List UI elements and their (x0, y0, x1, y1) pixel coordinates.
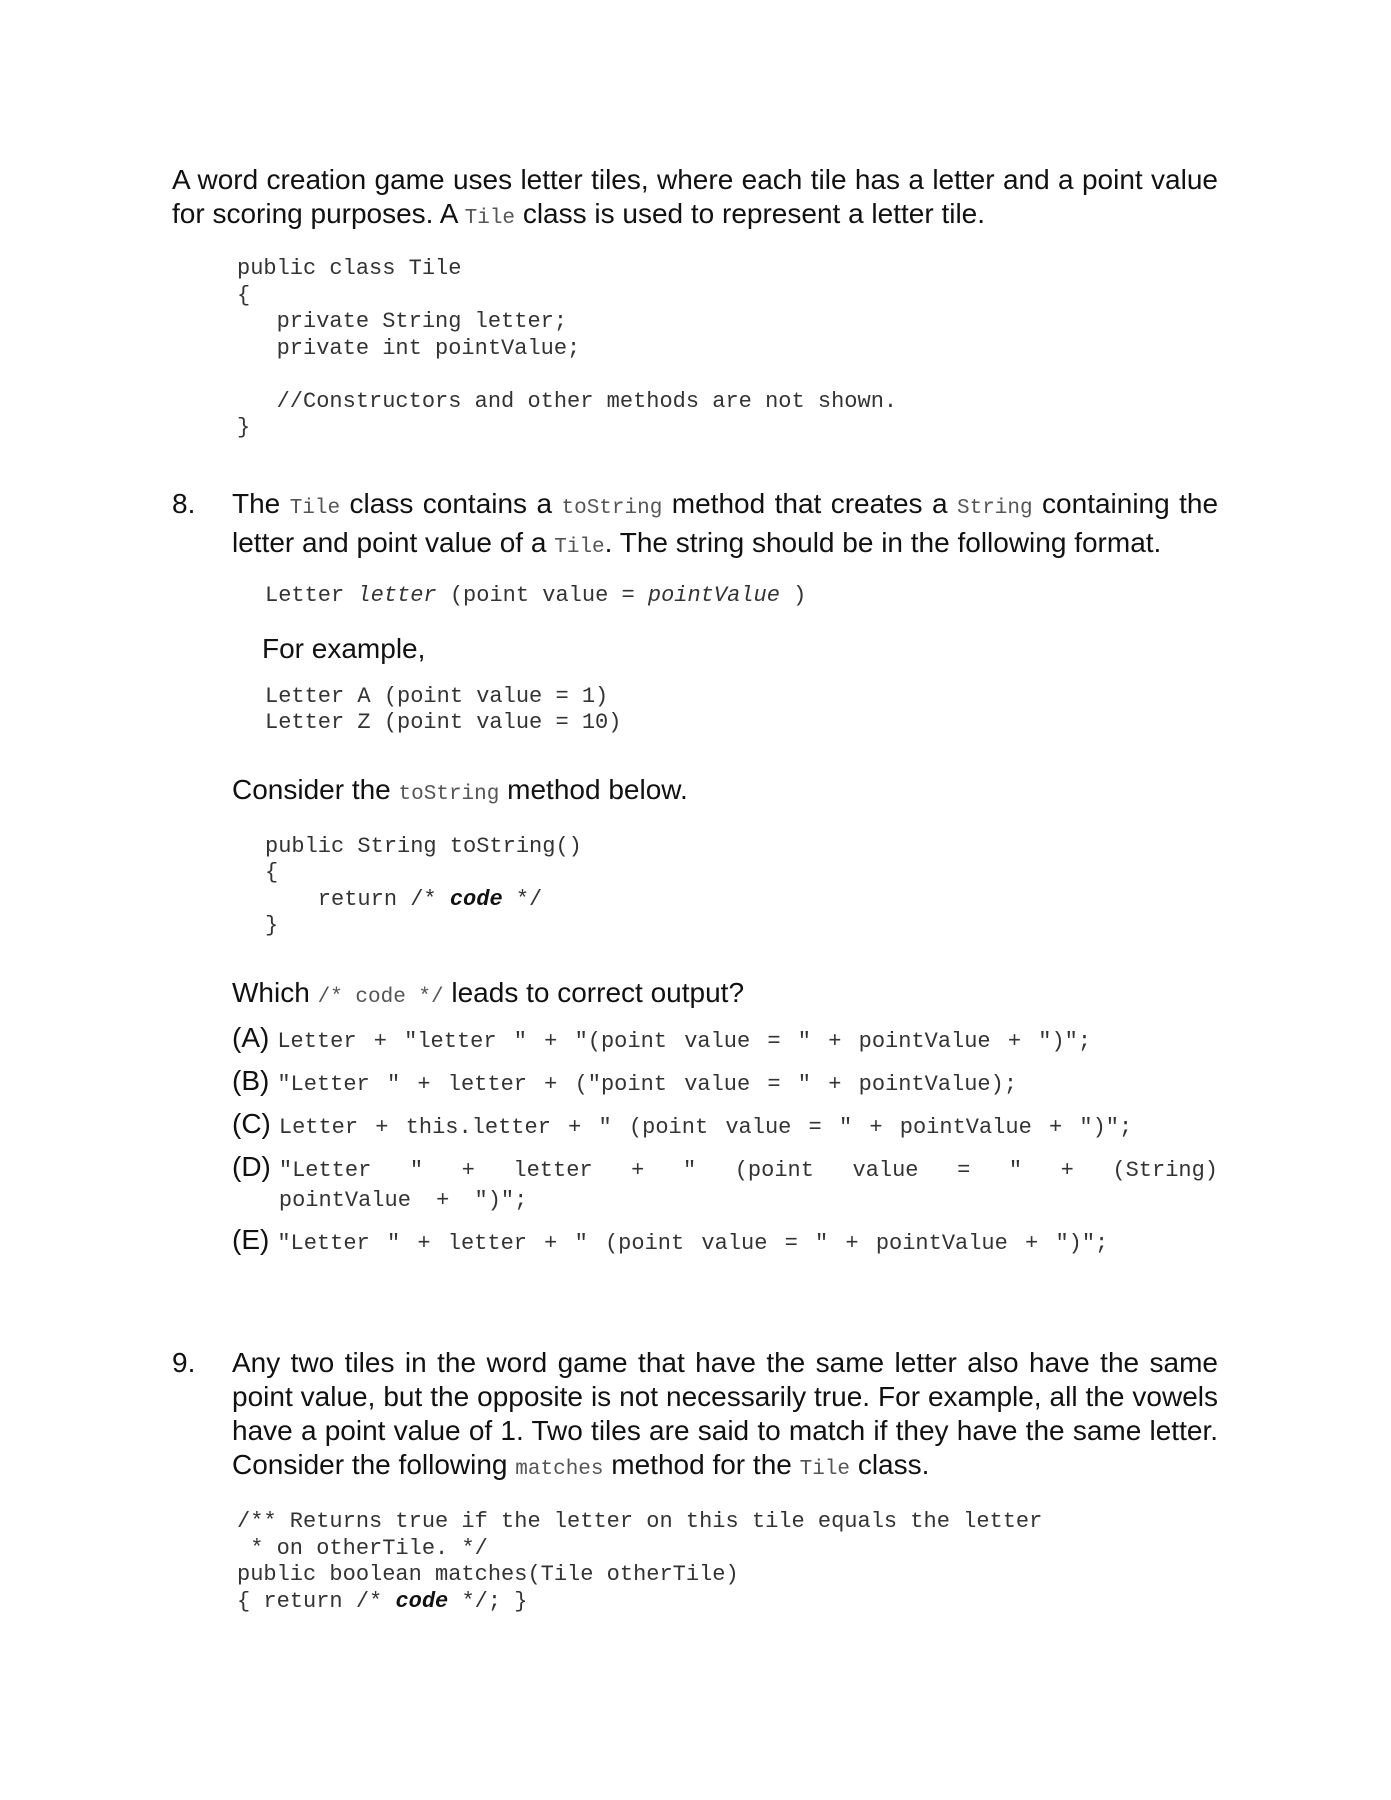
question-number: 8. (172, 488, 196, 519)
format-code: Letter letter (point value = pointValue ) (265, 583, 807, 608)
question-9 (172, 1346, 1218, 1615)
example-code: Letter A (point value = 1) Letter Z (point value = 10) (265, 683, 622, 735)
option-c[interactable]: (C) Letter + this.letter + " (point value = " + pointValue + ")"; (232, 1107, 1133, 1140)
tostring-code: public String toString() { return /* code */ } (265, 833, 582, 938)
consider-text: Consider the toString method below. (232, 773, 688, 806)
option-d[interactable]: (D) "Letter " + letter + " (point value = " + (String) pointValue + ")"; (232, 1150, 1218, 1213)
option-b[interactable]: (B) "Letter " + letter + ("point value = " + pointValue); (232, 1064, 1018, 1097)
question-8-text: The Tile class contains a toString method that creates a String containing the letter and point value of a Tile. The string should be in the following format. (232, 488, 1219, 559)
answer-options (232, 1021, 1218, 1259)
which-text: Which /* code */ leads to correct output? (232, 976, 745, 1009)
tile-class-code: public class Tile { private String letter; private int pointValue; //Constructors and other methods are not shown. } (237, 256, 898, 440)
option-a[interactable]: (A) Letter + "letter " + "(point value = " + pointValue + ")"; (232, 1021, 1092, 1054)
intro-paragraph (172, 163, 1218, 236)
inline-code: Tile (464, 207, 516, 230)
option-e[interactable]: (E) "Letter " + letter + " (point value = " + pointValue + ")"; (232, 1223, 1109, 1256)
intro-text: class is used to represent a letter tile. (522, 198, 986, 229)
question-9-text: Any two tiles in the word game that have the same letter also have the same point value, but the opposite is not necessarily true. For example, all the vowels have a point value of 1. Two tiles are said to match if they have the same letter. Consider the following matches method for the Tile class. (232, 1347, 1218, 1481)
example-label: For example, (262, 632, 426, 664)
intro-text: A word creation game uses letter tiles, where each tile has a letter and a point value for scoring purposes. A (172, 164, 1218, 229)
matches-code: /** Returns true if the letter on this tile equals the letter * on otherTile. */ public boolean matches(Tile otherTile) { return /* code */; } (237, 1509, 1043, 1614)
question-8 (172, 487, 1218, 1266)
question-number: 9. (172, 1347, 196, 1378)
